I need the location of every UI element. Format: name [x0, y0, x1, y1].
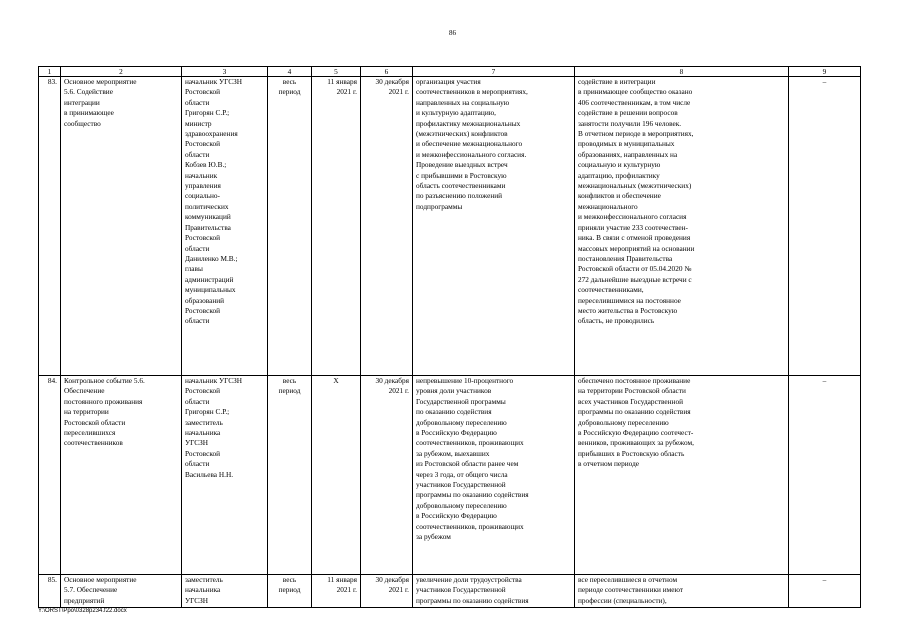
row-number: 85. [47, 575, 57, 584]
note: – [822, 77, 827, 86]
header-col-8: 8 [575, 67, 789, 77]
period: весь период [278, 575, 301, 595]
header-col-1: 1 [39, 67, 61, 77]
planned-result: организация участия соотечественников в мероприятиях, направленных на социальную и культурную адаптацию, профилактику межнациональных (межэтнических) конфликтов и обеспечение межнационального и межконфессионального согласия. Проведение выездных встреч с прибывшими в Ростовскую область соотечественниками по разъяснению положений подпрограммы [416, 77, 528, 211]
event-name: Основное мероприятие 5.7. Обеспечение предприятий [64, 575, 137, 605]
actual-result: содействие в интеграции в принимающее сообщество оказано 406 соотечественникам, в том числе содействие в решении вопросов занятости получили 196 человек. В отчетном периоде в мероприятиях, проводимых в муниципальных образованиях, направленных на социальную и культурную адаптацию, профилактику межнациональных (межэтнических) конфликтов и обеспечение межнационального и межконфессионального согласия приняли участие 233 соотечествен- ника. В связи с отменой проведения массовых мероприятий на основании постановления Правительства Ростовской области от 05.04.2020 № 272 дальнейшие выездные встречи с соотечественниками, переселившимися на постоянное место жительства в Ростовскую область, не проводились [578, 77, 695, 326]
end-date: 30 декабря 2021 г. [375, 575, 409, 595]
note: – [822, 575, 827, 584]
start-date: X [333, 376, 339, 385]
footer-file-path: Y:\ORST\Ppo\0328p234.f22.docx [38, 608, 127, 614]
row-number: 83. [47, 77, 57, 86]
actual-result: все переселившиеся в отчетном периоде соотечественники имеют профессии (специальности), [578, 575, 684, 605]
header-col-3: 3 [182, 67, 268, 77]
end-date: 30 декабря 2021 г. [375, 77, 409, 97]
note: – [822, 376, 827, 385]
header-col-2: 2 [61, 67, 182, 77]
start-date: 11 января 2021 г. [327, 575, 357, 595]
responsible-person: заместитель начальника УГСЗН [185, 575, 223, 605]
responsible-person: начальник УГСЗН Ростовской области Григорян С.Р.; заместитель начальника УГСЗН Ростовской области Васильева Н.Н. [185, 376, 243, 479]
header-col-6: 6 [361, 67, 413, 77]
report-table [38, 66, 861, 608]
event-name: Контрольное событие 5.6. Обеспечение постоянного проживания на территории Ростовской области переселившихся соотечественников [64, 376, 145, 448]
table-row [39, 77, 861, 376]
row-number: 84. [47, 376, 57, 385]
responsible-person: начальник УГСЗН Ростовской области Григорян С.Р.; министр здравоохранения Ростовской области Кобзев Ю.В.; начальник управления социально- политических коммуникаций Правительства Ростовской области Даниленко М.В.; главы администраций муниципальных образований Ростовской области [185, 77, 243, 326]
end-date: 30 декабря 2021 г. [375, 376, 409, 396]
header-row [39, 67, 861, 77]
header-col-4: 4 [268, 67, 312, 77]
table-row [39, 575, 861, 608]
start-date: 11 января 2021 г. [327, 77, 357, 97]
table-row [39, 376, 861, 575]
actual-result: обеспечено постоянное проживание на территории Ростовской области всех участников Государственной программы по оказанию содействия добровольному переселению в Российскую Федерацию соотечест- венников, проживающих за рубежом, прибывших в Ростовскую область в отчетном периоде [578, 376, 694, 469]
period: весь период [278, 77, 301, 97]
page-number: 86 [449, 29, 456, 37]
header-col-5: 5 [312, 67, 361, 77]
header-col-7: 7 [413, 67, 575, 77]
event-name: Основное мероприятие 5.6. Содействие интеграции в принимающее сообщество [64, 77, 137, 128]
planned-result: непревышение 10-процентного уровня доли участников Государственной программы по оказанию содействия добровольному переселению в Российскую Федерацию соотечественников, проживающих за рубежом, выехавших из Ростовской области ранее чем через 3 года, от общего числа участников Государственной программы по оказанию содействия добровольному переселению в Российскую Федерацию соотечественников, проживающих за рубежом [416, 376, 529, 542]
planned-result: увеличение доли трудоустройства участников Государственной программы по оказанию содействия [416, 575, 529, 605]
period: весь период [278, 376, 301, 396]
header-col-9: 9 [789, 67, 861, 77]
